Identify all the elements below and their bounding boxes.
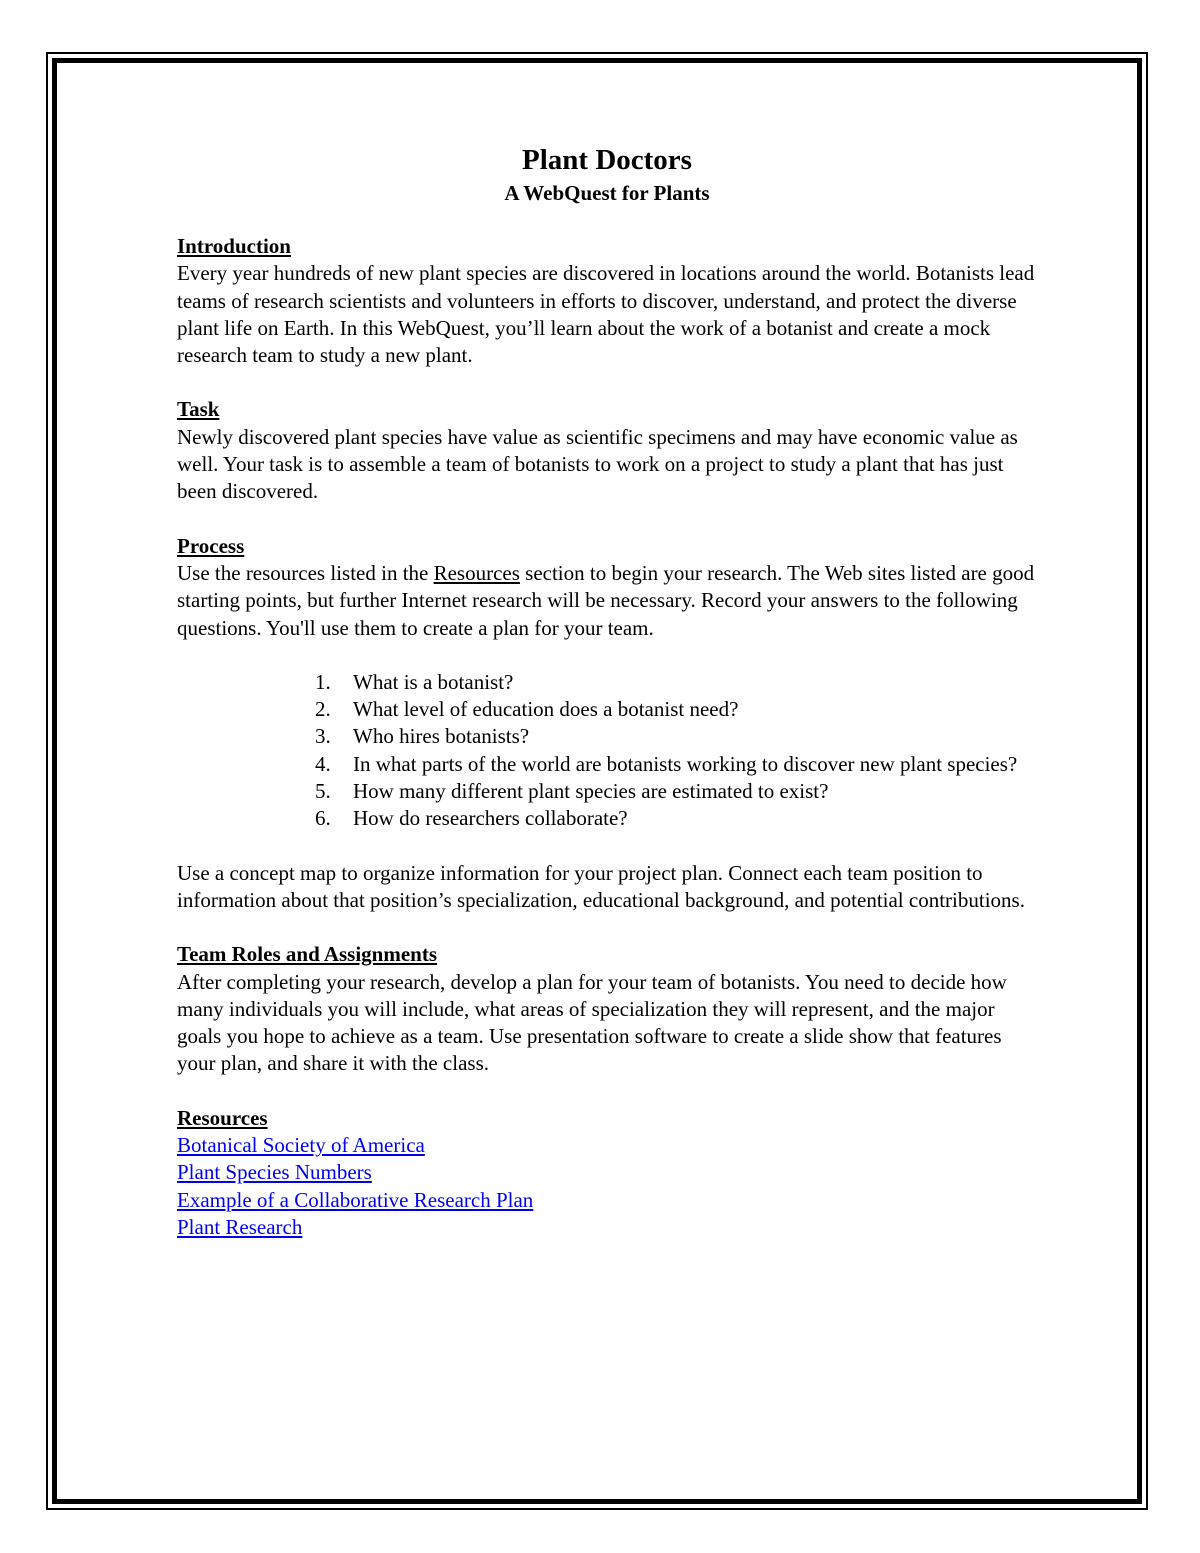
- list-item-text: How do researchers collaborate?: [353, 806, 628, 831]
- list-item-number: 5.: [315, 779, 331, 804]
- list-item: [177, 696, 1037, 723]
- process-intro: [177, 560, 1037, 642]
- link-plant-research[interactable]: Plant Research: [177, 1214, 303, 1239]
- list-item: [177, 751, 1037, 778]
- team-roles-heading: Team Roles and Assignments: [177, 942, 438, 967]
- list-item-number: 4.: [315, 751, 331, 776]
- link-collaborative-research-plan[interactable]: Example of a Collaborative Research Plan: [177, 1187, 534, 1212]
- process-intro-before: Use the resources listed in the: [177, 560, 434, 585]
- list-item-number: 1.: [315, 669, 331, 694]
- process-outro: Use a concept map to organize information for your project plan. Connect each team position to information about that position’s specialization, educational background, and potential contributions.: [177, 860, 1025, 912]
- list-item: [177, 778, 1037, 805]
- team-roles-section: [177, 941, 1037, 1077]
- resources-heading: Resources: [177, 1105, 268, 1130]
- process-section: [177, 533, 1037, 915]
- list-item-text: What level of education does a botanist need?: [353, 697, 739, 722]
- task-section: [177, 396, 1037, 505]
- introduction-body: Every year hundreds of new plant species are discovered in locations around the world. Botanists lead teams of research scientists and volunteers in efforts to discover, understand, and protect the diverse plant life on Earth. In this WebQuest, you’ll learn about the work of a botanist and create a mock research team to study a new plant.: [177, 261, 1035, 368]
- list-item: [177, 669, 1037, 696]
- list-item-number: 3.: [315, 724, 331, 749]
- document-subtitle: A WebQuest for Plants: [504, 181, 710, 205]
- process-heading: Process: [177, 533, 245, 558]
- introduction-heading: Introduction: [177, 234, 291, 258]
- list-item-text: How many different plant species are estimated to exist?: [353, 779, 829, 804]
- list-item-number: 2.: [315, 697, 331, 722]
- link-plant-species-numbers[interactable]: Plant Species Numbers: [177, 1160, 372, 1185]
- resources-reference: Resources: [433, 560, 520, 585]
- list-item-text: What is a botanist?: [353, 669, 514, 694]
- task-body: Newly discovered plant species have value as scientific specimens and may have economic value as well. Your task is to assemble a team of botanists to work on a project to study a plant that has just been discovered.: [177, 424, 1018, 504]
- list-item: [177, 805, 1037, 832]
- resources-section: [177, 1105, 1037, 1241]
- list-item-text: Who hires botanists?: [353, 724, 530, 749]
- list-item: [177, 723, 1037, 750]
- list-item-number: 6.: [315, 806, 331, 831]
- task-heading: Task: [177, 397, 220, 422]
- list-item-text: In what parts of the world are botanists working to discover new plant species?: [353, 751, 1018, 776]
- link-botanical-society[interactable]: Botanical Society of America: [177, 1133, 425, 1158]
- question-list: [177, 669, 1037, 833]
- team-roles-body: After completing your research, develop a plan for your team of botanists. You need to decide how many individuals you will include, what areas of specialization they will represent, and the major goals you hope to achieve as a team. Use presentation software to create a slide show that features your plan, and share it with the class.: [177, 969, 1007, 1076]
- process-intro-after: section to begin your research. The Web sites listed are good starting points, but further Internet research will be necessary. Record your answers to the following questions. You'll use them to create a plan for your team.: [177, 560, 1035, 640]
- document-content: [177, 140, 1037, 1268]
- document-title: Plant Doctors: [522, 144, 692, 176]
- introduction-section: [177, 233, 1037, 369]
